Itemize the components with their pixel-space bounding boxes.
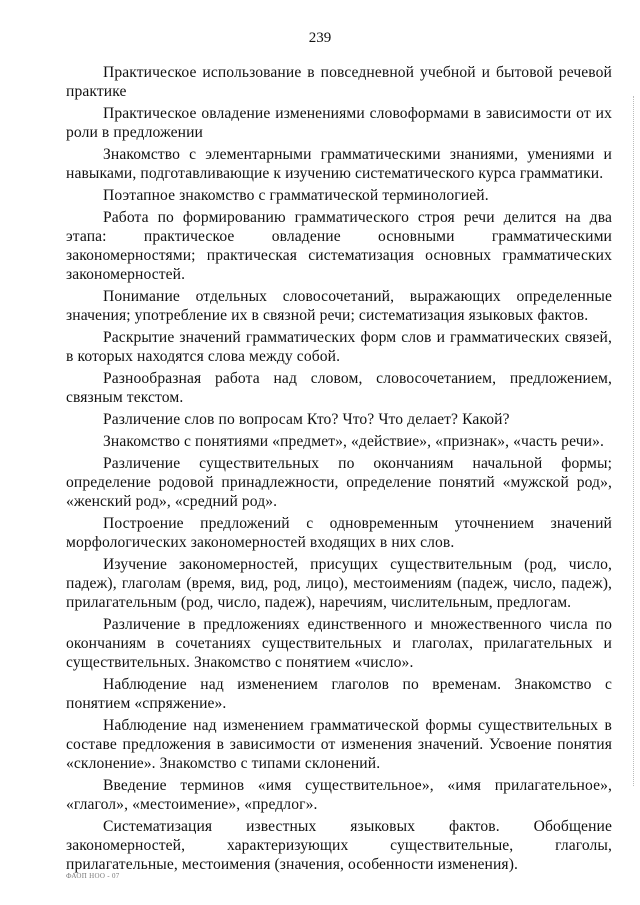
paragraph: Наблюдение над изменением глаголов по временам. Знакомство с понятием «спряжение». — [66, 676, 612, 712]
paragraph: Поэтапное знакомство с грамматической терминологией. — [103, 187, 489, 204]
paragraph: Разнообразная работа над словом, словосочетанием, предложением, связным текстом. — [66, 370, 612, 406]
body-text — [66, 63, 612, 877]
paragraph: Работа по формированию грамматического строя речи делится на два этапа: практическое овладение основными грамматическими закономерностями; практическая систематизация основных грамматических закономерностей. — [66, 209, 612, 283]
paragraph: Введение терминов «имя существительное», «имя прилагательное», «глагол», «местоимение», «предлог». — [66, 777, 612, 813]
paragraph: Знакомство с элементарными грамматическими знаниями, умениями и навыками, подготавливающие к изучению систематического курса грамматики. — [66, 146, 612, 182]
paragraph: Различение слов по вопросам Кто? Что? Что делает? Какой? — [103, 411, 510, 428]
paragraph: Различение существительных по окончаниям начальной формы; определение родовой принадлежности, определение понятий «мужской род», «женский род», «средний род». — [66, 455, 612, 510]
paragraph: Построение предложений с одновременным уточнением значений морфологических закономерностей входящих в них слов. — [66, 515, 612, 551]
paragraph: Систематизация известных языковых фактов. Обобщение закономерностей, характеризующих существительные, глаголы, прилагательные, местоимения (значения, особенности изменения). — [66, 818, 612, 873]
paragraph: Практическое использование в повседневной учебной и бытовой речевой практике — [66, 64, 612, 100]
paragraph: Различение в предложениях единственного и множественного числа по окончаниям в сочетаниях существительных и глаголах, прилагательных и существительных. Знакомство с понятием «число». — [66, 616, 612, 671]
paragraph: Практическое овладение изменениями словоформами в зависимости от их роли в предложении — [66, 105, 612, 141]
paragraph: Изучение закономерностей, присущих существительным (род, число, падеж), глаголам (время, вид, род, лицо), местоимениям (падеж, число, падеж), прилагательным (род, число, падеж), наречиям, числительным, предлогам. — [66, 556, 612, 611]
paragraph: Знакомство с понятиями «предмет», «действие», «признак», «часть речи». — [103, 433, 604, 450]
page-number: 239 — [308, 30, 332, 46]
paragraph: Раскрытие значений грамматических форм слов и грамматических связей, в которых находятся слова между собой. — [66, 329, 612, 365]
paragraph: Наблюдение над изменением грамматической формы существительных в составе предложения в зависимости от изменения значений. Усвоение понятия «склонение». Знакомство с типами склонений. — [66, 717, 612, 772]
scan-margin-mark — [630, 96, 634, 786]
paragraph: Понимание отдельных словосочетаний, выражающих определенные значения; употребление их в связной речи; систематизация языковых фактов. — [66, 288, 612, 324]
footer-doc-code: ФАОП НОО - 07 — [66, 872, 120, 880]
